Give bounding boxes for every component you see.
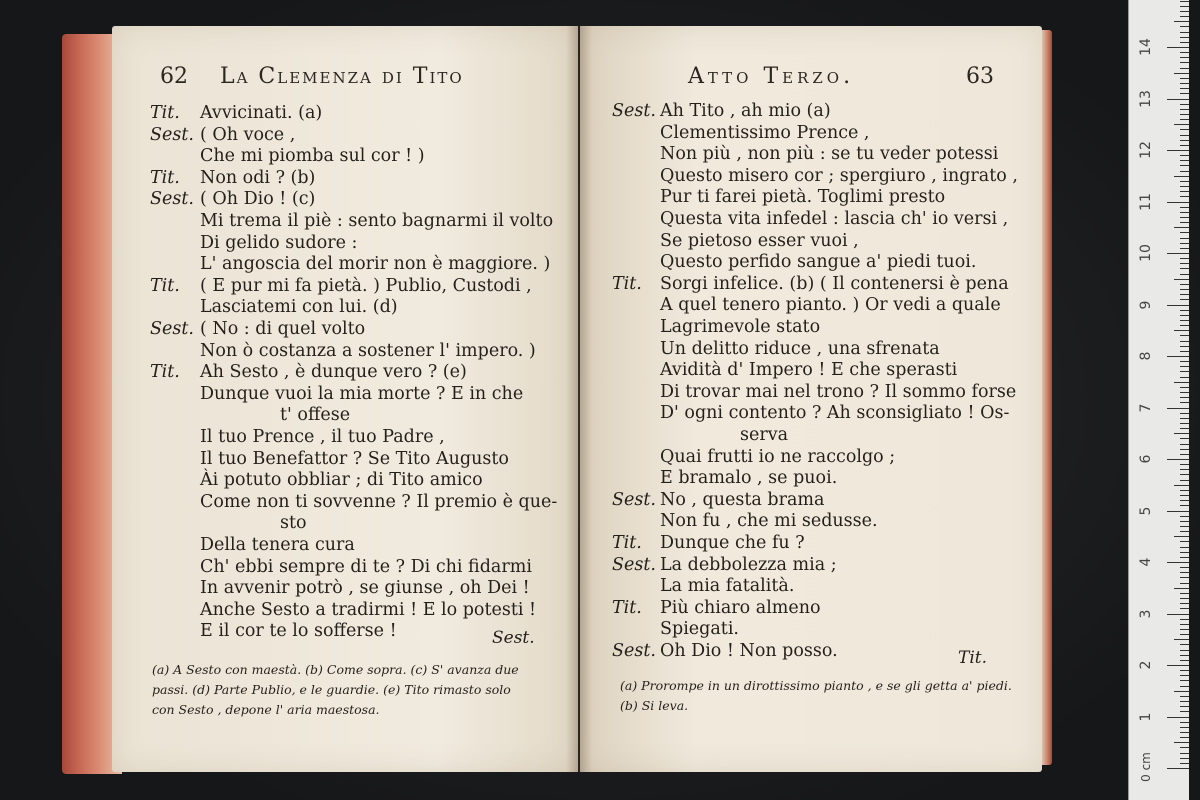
ruler-tick [1180, 1, 1189, 2]
ruler-tick [1180, 11, 1189, 12]
ruler-tick [1174, 279, 1189, 280]
ruler-tick [1180, 88, 1189, 89]
ruler-tick [1180, 294, 1189, 295]
ruler-tick [1174, 21, 1189, 22]
ruler-tick [1180, 598, 1189, 599]
ruler-tick [1174, 433, 1189, 434]
ruler-number: 11 [1138, 192, 1154, 211]
ruler-tick [1180, 428, 1189, 429]
ruler-number: 7 [1138, 403, 1154, 412]
line-text: Avvicinati. (a) [200, 103, 323, 123]
ruler-number: 4 [1138, 557, 1154, 567]
ruler-tick [1180, 557, 1189, 558]
ruler-tick [1180, 577, 1189, 578]
line-text: Ài potuto obbliar ; di Tito amico [200, 470, 483, 491]
ruler-tick [1180, 490, 1189, 491]
ruler-tick [1180, 83, 1189, 84]
ruler-tick [1180, 737, 1189, 738]
ruler-tick [1180, 593, 1189, 594]
ruler-tick [1180, 68, 1189, 69]
ruler-tick [1167, 562, 1189, 563]
line-text: t' offese [280, 405, 351, 426]
speaker-label: Tit. [150, 167, 180, 188]
line-text: Il tuo Prence , il tuo Padre , [200, 427, 445, 447]
ruler-tick [1180, 572, 1189, 573]
ruler-tick [1180, 335, 1189, 336]
ruler-tick [1180, 243, 1189, 244]
left-page-number: 62 [160, 64, 188, 89]
ruler-tick [1180, 258, 1189, 259]
line-text: Dunque vuoi la mia morte ? E in che [200, 383, 524, 404]
speaker-label: Sest. [612, 101, 656, 121]
ruler-tick [1180, 660, 1189, 661]
ruler-tick [1180, 454, 1189, 455]
ruler-tick [1180, 104, 1189, 105]
ruler-tick [1180, 619, 1189, 620]
ruler-tick [1180, 696, 1189, 697]
ruler-tick [1180, 377, 1189, 378]
ruler-tick [1180, 438, 1189, 439]
line-text: Lagrimevole stato [660, 317, 821, 337]
ruler-tick [1180, 644, 1189, 645]
line-text: L' angoscia del morir non è maggiore. ) [200, 254, 551, 275]
ruler-tick [1174, 691, 1189, 692]
line-text: Clementissimo Prence , [660, 122, 870, 143]
ruler-tick [1174, 73, 1189, 74]
ruler-tick [1180, 325, 1189, 326]
ruler-tick [1180, 495, 1189, 496]
ruler-tick [1180, 423, 1189, 424]
speaker-label: Sest. [150, 189, 194, 210]
ruler-tick [1180, 268, 1189, 269]
ruler-tick [1180, 238, 1189, 239]
ruler-tick [1174, 124, 1189, 125]
ruler-tick [1167, 47, 1189, 48]
ruler-tick [1180, 78, 1189, 79]
line-text: Pur ti farei pietà. Toglimi presto [660, 187, 946, 208]
ruler-tick [1180, 37, 1189, 38]
line-text: serva [740, 425, 789, 445]
ruler-tick [1174, 227, 1189, 228]
ruler-tick [1180, 402, 1189, 403]
line-text: Dunque che fu ? [660, 533, 805, 553]
line-text: Il tuo Benefattor ? Se Tito Augusto [200, 448, 509, 469]
ruler-tick [1167, 511, 1189, 512]
footnote-line: (b) Si leva. [620, 698, 689, 713]
speaker-label: Sest. [150, 124, 194, 145]
ruler-number: 5 [1138, 506, 1154, 515]
line-text: E il cor te lo sofferse ! [200, 621, 397, 642]
ruler-tick [1180, 521, 1189, 522]
speaker-label: Tit. [150, 103, 180, 123]
ruler-tick [1180, 680, 1189, 681]
line-text: Non odi ? (b) [200, 167, 316, 188]
line-text: In avvenir potrò , se giunse , oh Dei ! [200, 578, 530, 599]
ruler-tick [1180, 299, 1189, 300]
ruler-tick [1180, 675, 1189, 676]
ruler-tick [1180, 114, 1189, 115]
ruler-tick [1167, 614, 1189, 615]
ruler-tick [1174, 742, 1189, 743]
ruler-tick [1180, 608, 1189, 609]
line-text: Di gelido sudore : [200, 232, 358, 253]
ruler-tick [1180, 129, 1189, 130]
ruler-tick [1180, 181, 1189, 182]
ruler-tick [1180, 603, 1189, 604]
footnote-line: passi. (d) Parte Publio, e le guardie. (e) Tito rimasto solo [152, 682, 511, 697]
ruler-tick [1180, 634, 1189, 635]
ruler-tick [1180, 315, 1189, 316]
ruler-tick [1180, 212, 1189, 213]
ruler-tick [1167, 459, 1189, 460]
ruler-tick [1180, 541, 1189, 542]
ruler-tick [1167, 202, 1189, 203]
ruler-tick [1180, 6, 1189, 7]
ruler-number: 9 [1138, 300, 1154, 309]
ruler-tick [1180, 413, 1189, 414]
ruler-tick [1180, 552, 1189, 553]
line-text: Della tenera cura [200, 535, 355, 555]
ruler-tick [1167, 665, 1189, 666]
ruler-tick [1180, 711, 1189, 712]
ruler-number: 10 [1138, 244, 1154, 262]
footnote-line: (a) A Sesto con maestà. (b) Come sopra. (c) S' avanza due [152, 662, 519, 677]
ruler-tick [1180, 650, 1189, 651]
ruler-tick [1180, 42, 1189, 43]
ruler-number: 1 [1138, 712, 1154, 721]
line-text: Di trovar mai nel trono ? Il sommo forse [660, 381, 1017, 402]
ruler-number: 2 [1138, 660, 1154, 670]
line-text: ( E pur mi fa pietà. ) Publio, Custodi , [200, 275, 532, 296]
ruler-tick [1180, 26, 1189, 27]
ruler-tick [1180, 480, 1189, 481]
line-text: sto [280, 513, 307, 534]
speaker-label: Tit. [612, 273, 642, 294]
ruler-tick [1180, 171, 1189, 172]
ruler-number: 12 [1138, 141, 1154, 159]
line-text: Mi trema il piè : sento bagnarmi il volto [200, 211, 554, 231]
ruler-tick [1174, 330, 1189, 331]
line-text: ( Oh voce , [200, 124, 296, 145]
footnote-line: con Sesto , depone l' aria maestosa. [152, 702, 380, 717]
ruler-tick [1180, 474, 1189, 475]
ruler-tick [1180, 531, 1189, 532]
ruler-tick [1180, 16, 1189, 17]
ruler-tick [1180, 583, 1189, 584]
ruler-tick [1180, 449, 1189, 450]
ruler-number: 3 [1138, 609, 1154, 618]
ruler-tick [1180, 274, 1189, 275]
ruler-tick [1180, 418, 1189, 419]
ruler-tick [1180, 397, 1189, 398]
speaker-label: Sest. [612, 641, 656, 661]
line-text: Questa vita infedel : lascia ch' io versi , [660, 209, 1009, 229]
ruler-tick [1180, 119, 1189, 120]
ruler-unit-label: 0 cm [1138, 752, 1153, 782]
ruler-tick [1180, 758, 1189, 759]
ruler-tick [1180, 469, 1189, 470]
ruler-number: 13 [1138, 89, 1154, 108]
line-text: A quel tenero pianto. ) Or vedi a quale [660, 295, 1001, 316]
ruler-tick [1174, 382, 1189, 383]
ruler-tick [1180, 191, 1189, 192]
left-running-head: La Clemenza di Tito [220, 64, 464, 89]
line-text: La mia fatalità. [660, 576, 795, 597]
ruler-tick [1180, 747, 1189, 748]
ruler-tick [1180, 320, 1189, 321]
ruler-tick [1167, 150, 1189, 151]
ruler-tick [1174, 536, 1189, 537]
ruler-tick [1180, 444, 1189, 445]
line-text: Questo perfido sangue a' piedi tuoi. [660, 252, 977, 273]
ruler-tick [1180, 371, 1189, 372]
left-catchword: Sest. [492, 628, 535, 648]
line-text: Che mi piomba sul cor ! ) [200, 146, 425, 167]
ruler-tick [1167, 717, 1189, 718]
line-text: Lasciatemi con lui. (d) [200, 297, 398, 318]
ruler-number: 6 [1138, 454, 1154, 464]
ruler-tick [1180, 706, 1189, 707]
ruler-tick [1174, 639, 1189, 640]
speaker-label: Sest. [612, 554, 656, 575]
ruler-tick [1167, 99, 1189, 100]
ruler-tick [1180, 516, 1189, 517]
line-text: Non ò costanza a sostener l' impero. ) [200, 340, 536, 361]
ruler-tick [1180, 52, 1189, 53]
line-text: D' ogni contento ? Ah sconsigliato ! Os- [660, 403, 1010, 424]
line-text: Sorgi infelice. (b) ( Il contenersi è pena [660, 273, 1009, 294]
line-text: Quai frutti io ne raccolgo ; [660, 446, 896, 467]
ruler-tick [1180, 145, 1189, 146]
ruler-tick [1180, 701, 1189, 702]
ruler-tick [1180, 732, 1189, 733]
ruler-tick [1174, 176, 1189, 177]
ruler-tick [1180, 567, 1189, 568]
ruler-tick [1180, 526, 1189, 527]
right-catchword: Tit. [958, 648, 988, 668]
ruler-number: 14 [1138, 38, 1154, 56]
ruler-tick [1180, 686, 1189, 687]
line-text: Se pietoso esser vuoi , [660, 230, 859, 251]
line-text: Oh Dio ! Non posso. [660, 641, 838, 661]
line-text: Non più , non più : se tu veder potessi [660, 144, 999, 165]
line-text: Non fu , che mi sedusse. [660, 511, 878, 532]
right-running-head: Atto Terzo. [688, 64, 855, 89]
ruler-tick [1180, 392, 1189, 393]
ruler-tick [1180, 222, 1189, 223]
line-text: Come non ti sovvenne ? Il premio è que- [200, 491, 558, 512]
ruler-tick [1180, 93, 1189, 94]
ruler-tick [1180, 500, 1189, 501]
ruler-tick [1174, 485, 1189, 486]
ruler-tick [1180, 655, 1189, 656]
ruler-tick [1180, 232, 1189, 233]
ruler-tick [1180, 57, 1189, 58]
line-text: No , questa brama [660, 489, 825, 510]
ruler-tick [1180, 135, 1189, 136]
footnote-line: (a) Prorompe in un dirottissimo pianto , e se gli getta a' piedi. [620, 678, 1012, 693]
ruler-tick [1180, 196, 1189, 197]
ruler-tick [1180, 624, 1189, 625]
ruler-tick [1180, 32, 1189, 33]
speaker-label: Tit. [612, 533, 642, 553]
line-text: E bramalo , se puoi. [660, 468, 838, 489]
speaker-label: Sest. [150, 319, 194, 339]
ruler-tick [1180, 160, 1189, 161]
line-text: Ah Sesto , è dunque vero ? (e) [200, 362, 467, 383]
ruler-tick [1167, 768, 1189, 769]
line-text: Ah Tito , ah mio (a) [660, 101, 831, 121]
speaker-label: Tit. [150, 275, 180, 296]
ruler-tick [1180, 207, 1189, 208]
ruler-tick [1180, 310, 1189, 311]
ruler-tick [1180, 263, 1189, 264]
ruler-tick [1167, 305, 1189, 306]
line-text: Un delitto riduce , una sfrenata [660, 338, 940, 359]
ruler-tick [1180, 387, 1189, 388]
ruler-tick [1167, 356, 1189, 357]
measurement-ruler [1128, 0, 1189, 800]
line-text: Questo misero cor ; spergiuro , ingrato , [660, 165, 1018, 186]
ruler-tick [1180, 464, 1189, 465]
ruler-tick [1180, 341, 1189, 342]
line-text: Ch' ebbi sempre di te ? Di chi fidarmi [200, 556, 532, 577]
left-page-text [150, 102, 570, 642]
line-text: Spiegati. [660, 619, 739, 640]
ruler-tick [1180, 217, 1189, 218]
ruler-tick [1180, 547, 1189, 548]
ruler-tick [1167, 408, 1189, 409]
ruler-tick [1180, 727, 1189, 728]
speaker-label: Sest. [612, 489, 656, 510]
ruler-tick [1180, 140, 1189, 141]
ruler-tick [1180, 109, 1189, 110]
right-page-text [612, 100, 1032, 660]
ruler-tick [1180, 722, 1189, 723]
ruler-tick [1180, 505, 1189, 506]
ruler-number: 8 [1138, 351, 1154, 361]
speaker-label: Tit. [612, 597, 642, 618]
ruler-tick [1180, 248, 1189, 249]
ruler-tick [1180, 346, 1189, 347]
line-text: Più chiaro almeno [660, 597, 821, 618]
ruler-tick [1174, 588, 1189, 589]
line-text: ( Oh Dio ! (c) [200, 189, 316, 210]
ruler-tick [1180, 366, 1189, 367]
ruler-tick [1180, 155, 1189, 156]
speaker-label: Tit. [150, 362, 180, 383]
ruler-tick [1180, 351, 1189, 352]
ruler-tick [1180, 629, 1189, 630]
ruler-tick [1180, 763, 1189, 764]
line-text: Anche Sesto a tradirmi ! E lo potesti ! [200, 599, 537, 620]
line-text: Avidità d' Impero ! E che sperasti [660, 360, 958, 381]
ruler-tick [1180, 284, 1189, 285]
ruler-tick [1180, 670, 1189, 671]
ruler-tick [1167, 253, 1189, 254]
ruler-tick [1180, 753, 1189, 754]
right-page-number: 63 [966, 64, 994, 89]
line-text: La debbolezza mia ; [660, 554, 837, 575]
ruler-tick [1180, 361, 1189, 362]
line-text: ( No : di quel volto [200, 319, 366, 339]
ruler-tick [1180, 186, 1189, 187]
ruler-tick [1180, 165, 1189, 166]
ruler-tick [1180, 289, 1189, 290]
ruler-tick [1180, 62, 1189, 63]
